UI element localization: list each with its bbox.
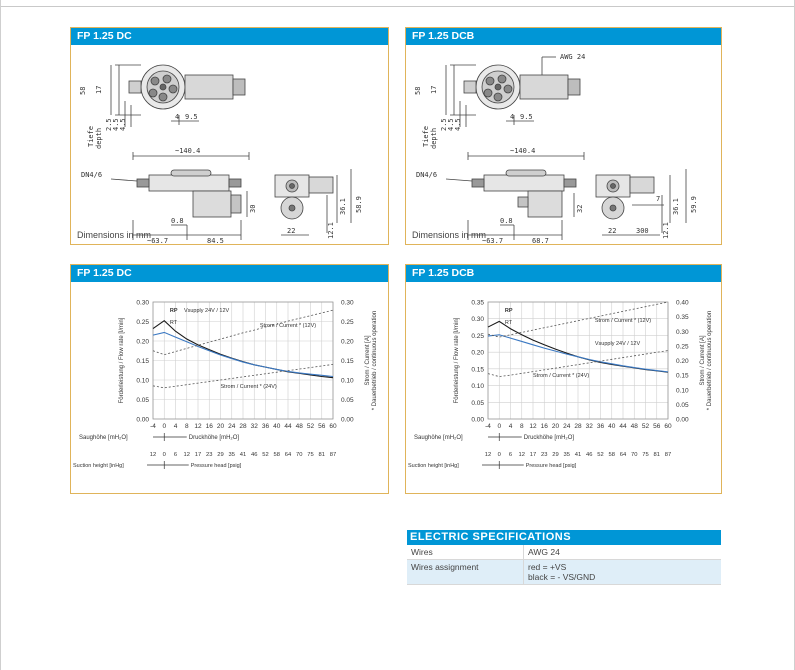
dim-label: Tiefe <box>422 125 430 147</box>
y-tick-label: 0.15 <box>136 358 149 365</box>
dim-label: 4.5 <box>454 118 462 131</box>
y-right-tick-label: 0.05 <box>341 397 354 404</box>
x-tick-label: 36 <box>596 423 605 430</box>
y-tick-label: 0.30 <box>136 299 149 307</box>
y-right-tick-label: 0.30 <box>676 328 689 336</box>
y-tick-label: 0.15 <box>471 366 484 374</box>
x2-tick-label: 12 <box>518 452 525 458</box>
dim-label: ~63.7 <box>147 237 169 245</box>
current-12v-label: Strom / Current * (12V) <box>594 318 652 324</box>
x2-tick-label: 6 <box>173 452 178 458</box>
y-right-tick-label: 0.05 <box>676 401 689 409</box>
y-right-axis-label: Strom / Current [A] <box>365 335 371 386</box>
panel-title: FP 1.25 DC <box>71 265 388 282</box>
x2-tick-label: 41 <box>239 452 247 458</box>
y-tick-label: 0.30 <box>471 316 484 324</box>
x-tick-label: 4 <box>173 423 178 430</box>
x2-tick-label: 87 <box>664 452 672 458</box>
dim-label: ~140.4 <box>510 147 536 155</box>
x-tick-label: 28 <box>239 423 247 430</box>
x2-tick-label: 52 <box>262 452 269 458</box>
suction-axis-label: Saughöhe [mH₂O] <box>79 435 128 441</box>
suction-axis-label-imperial: Suction height [inHg] <box>73 463 124 469</box>
legend-rt: RT <box>169 320 178 326</box>
x2-tick-label: 75 <box>307 452 314 458</box>
y-axis-label: Förderleistung / Flow rate [l/min] <box>119 317 125 404</box>
y-right-tick-label: 0.10 <box>341 377 354 385</box>
electric-specifications-table <box>407 530 721 585</box>
x2-tick-label: 70 <box>296 452 303 458</box>
panel-title: FP 1.25 DCB <box>406 28 721 45</box>
spec-value: AWG 24 <box>528 547 560 557</box>
dimensions-caption: Dimensions in mm <box>412 230 487 240</box>
x-tick-label: 32 <box>250 423 258 430</box>
y-right-tick-label: 0.15 <box>676 372 689 380</box>
y-right-tick-label: 0.30 <box>341 299 354 307</box>
y-tick-label: 0.10 <box>136 377 149 385</box>
dim-label: 84.5 <box>207 237 224 245</box>
current-12v-label: Strom / Current * (12V) <box>259 323 317 329</box>
x2-tick-label: 81 <box>653 452 660 458</box>
y-right-tick-label: 0.00 <box>341 416 354 424</box>
spec-key: Wires assignment <box>407 560 524 584</box>
dim-label: 32 <box>576 204 584 213</box>
dim-label: 4.5 <box>112 118 120 131</box>
x2-tick-label: 52 <box>597 452 604 458</box>
spec-title: ELECTRIC SPECIFICATIONS <box>407 530 721 545</box>
dim-label: depth <box>430 127 438 149</box>
dimensions-caption: Dimensions in mm <box>77 230 152 240</box>
legend-rp: RP <box>504 308 513 314</box>
dim-label: 17 <box>95 85 103 94</box>
x2-tick-label: 23 <box>206 452 213 458</box>
x2-tick-label: 41 <box>574 452 582 458</box>
x2-tick-label: 29 <box>217 452 224 458</box>
y-tick-label: 0.25 <box>136 319 149 326</box>
y-tick-label: 0.05 <box>471 399 484 407</box>
x2-tick-label: 12 <box>183 452 190 458</box>
dim-label: 68.7 <box>532 237 549 245</box>
x2-tick-label: 29 <box>552 452 559 458</box>
x-tick-label: 24 <box>228 423 236 430</box>
x2-tick-label: 0 <box>497 452 501 458</box>
x-tick-label: 8 <box>184 423 189 430</box>
x2-tick-label: 46 <box>251 452 258 458</box>
dim-label: 2.5 <box>440 118 448 131</box>
y-right-tick-label: 0.25 <box>341 319 354 326</box>
y-tick-label: 0.35 <box>471 299 484 307</box>
panel-title: FP 1.25 DC <box>71 28 388 45</box>
x-tick-label: 56 <box>653 423 661 430</box>
dim-label: 0.8 <box>171 217 184 225</box>
flow-rate-chart-dcb <box>406 282 721 493</box>
x2-tick-label: 35 <box>228 452 235 458</box>
dim-label: ~140.4 <box>175 147 201 155</box>
continuous-operation-note: * Dauerbetrieb / continuous operation <box>372 310 378 411</box>
dim-label: 2.5 <box>105 118 113 131</box>
x2-tick-label: 23 <box>541 452 548 458</box>
x2-tick-label: 12 <box>149 452 157 458</box>
spec-key: Wires <box>407 545 524 559</box>
y-tick-label: 0.00 <box>136 416 149 424</box>
x-tick-label: -4 <box>485 423 491 430</box>
dim-label: 22 <box>608 227 617 235</box>
x2-tick-label: 6 <box>508 452 513 458</box>
table-row <box>407 560 721 585</box>
x-tick-label: 4 <box>508 423 513 430</box>
x2-tick-label: 58 <box>273 452 280 458</box>
x2-tick-label: 64 <box>619 452 627 458</box>
supply-label: Vsupply 24V / 12V <box>183 308 230 314</box>
x-tick-label: 40 <box>608 423 616 430</box>
y-right-tick-label: 0.40 <box>676 299 689 307</box>
x-tick-label: 12 <box>194 423 202 430</box>
x-tick-label: 40 <box>273 423 281 430</box>
pressure-axis-label: Druckhöhe [mH₂O] <box>523 435 575 441</box>
dim-label: Tiefe <box>87 125 95 147</box>
dim-label: 12.1 <box>662 222 670 239</box>
pressure-axis-label-imperial: Pressure head [psig] <box>525 463 577 469</box>
x-tick-label: 44 <box>619 423 627 430</box>
x-tick-label: 48 <box>630 423 638 430</box>
x2-tick-label: 70 <box>631 452 638 458</box>
x-tick-label: 28 <box>574 423 582 430</box>
dim-label: 9.5 <box>185 113 198 121</box>
x2-tick-label: 35 <box>563 452 570 458</box>
y-right-tick-label: 0.00 <box>676 416 689 424</box>
dim-label: ~63.7 <box>482 237 504 245</box>
x-tick-label: 32 <box>585 423 593 430</box>
dim-label: 30 <box>249 204 257 213</box>
dim-label: 17 <box>430 85 438 94</box>
dim-label: 36.1 <box>339 198 347 215</box>
awg-label: AWG 24 <box>560 53 586 61</box>
flow-rate-chart-dc <box>71 282 388 493</box>
x-tick-label: 24 <box>563 423 571 430</box>
x-tick-label: 0 <box>497 423 502 430</box>
dim-label: 58 <box>414 86 422 95</box>
dimension-panel-dc <box>70 27 389 245</box>
y-tick-label: 0.20 <box>136 338 149 346</box>
current-24v-label: Strom / Current * (24V) <box>220 383 277 390</box>
x-tick-label: -4 <box>150 423 156 430</box>
y-right-tick-label: 0.35 <box>676 314 689 322</box>
supply-label: Vsupply 24V / 12V <box>594 340 641 347</box>
x2-tick-label: 0 <box>162 452 166 458</box>
dim-label: 22 <box>287 227 296 235</box>
pressure-axis-label-imperial: Pressure head [psig] <box>190 463 242 469</box>
y-axis-label: Förderleistung / Flow rate [l/min] <box>454 317 460 404</box>
dim-label: 4.5 <box>447 118 455 131</box>
legend-rt: RT <box>504 320 513 326</box>
pressure-axis-label: Druckhöhe [mH₂O] <box>188 435 240 441</box>
dim-label: 4.5 <box>119 118 127 131</box>
dim-label: DN4/6 <box>81 171 103 179</box>
dim-label: 4 <box>175 113 180 121</box>
x-tick-label: 60 <box>329 423 337 430</box>
x2-tick-label: 17 <box>529 452 537 458</box>
y-tick-label: 0.25 <box>471 332 484 340</box>
suction-axis-label: Saughöhe [mH₂O] <box>414 435 463 441</box>
chart-panel-dc <box>70 264 389 494</box>
x2-tick-label: 81 <box>318 452 325 458</box>
dim-label: 59.9 <box>690 196 698 213</box>
x2-tick-label: 12 <box>484 452 492 458</box>
x-tick-label: 52 <box>641 423 650 430</box>
y-right-tick-label: 0.15 <box>341 358 354 365</box>
dim-label: depth <box>95 127 103 149</box>
dim-label: 300 <box>636 227 649 235</box>
y-right-axis-label: Strom / Current [A] <box>700 335 706 386</box>
x-tick-label: 20 <box>216 423 225 430</box>
x2-tick-label: 46 <box>586 452 593 458</box>
y-right-tick-label: 0.20 <box>341 338 354 346</box>
x-tick-label: 0 <box>162 423 167 430</box>
dim-label: 4 <box>510 113 515 121</box>
suction-axis-label-imperial: Suction height [inHg] <box>408 463 459 469</box>
x2-tick-label: 17 <box>194 452 202 458</box>
spec-value: red = +VS black = - VS/GND <box>528 562 596 582</box>
dim-label: 0.8 <box>500 217 513 225</box>
x2-tick-label: 58 <box>608 452 615 458</box>
current-24v-label: Strom / Current * (24V) <box>533 373 590 380</box>
y-tick-label: 0.20 <box>471 349 484 357</box>
x-tick-label: 16 <box>205 423 213 430</box>
table-row <box>407 545 721 560</box>
dim-label: 58 <box>79 86 87 95</box>
x2-tick-label: 75 <box>642 452 649 458</box>
dim-label: 9.5 <box>520 113 533 121</box>
continuous-operation-note: * Dauerbetrieb / continuous operation <box>707 310 713 411</box>
y-right-tick-label: 0.10 <box>676 387 689 395</box>
x-tick-label: 20 <box>551 423 560 430</box>
x-tick-label: 16 <box>540 423 548 430</box>
panel-title: FP 1.25 DCB <box>406 265 721 282</box>
dim-label: 7 <box>656 195 661 203</box>
page-edge-left <box>0 0 1 670</box>
y-tick-label: 0.00 <box>471 416 484 424</box>
page-separator-top <box>0 6 795 7</box>
dim-label: 36.1 <box>672 198 680 215</box>
x2-tick-label: 87 <box>329 452 337 458</box>
x-tick-label: 56 <box>318 423 326 430</box>
legend-rp: RP <box>169 308 178 314</box>
x-tick-label: 8 <box>519 423 524 430</box>
x-tick-label: 60 <box>664 423 672 430</box>
x-tick-label: 48 <box>295 423 303 430</box>
chart-panel-dcb <box>405 264 722 494</box>
x-tick-label: 44 <box>284 423 292 430</box>
dim-label: 58.9 <box>355 196 363 213</box>
x-tick-label: 36 <box>261 423 270 430</box>
x-tick-label: 52 <box>306 423 315 430</box>
dim-label: 12.1 <box>327 222 335 239</box>
y-right-tick-label: 0.20 <box>676 358 689 365</box>
x2-tick-label: 64 <box>284 452 292 458</box>
dim-label: DN4/6 <box>416 171 438 179</box>
y-tick-label: 0.05 <box>136 397 149 404</box>
dimension-panel-dcb <box>405 27 722 245</box>
y-tick-label: 0.10 <box>471 383 484 391</box>
y-right-tick-label: 0.25 <box>676 343 689 351</box>
x-tick-label: 12 <box>529 423 537 430</box>
